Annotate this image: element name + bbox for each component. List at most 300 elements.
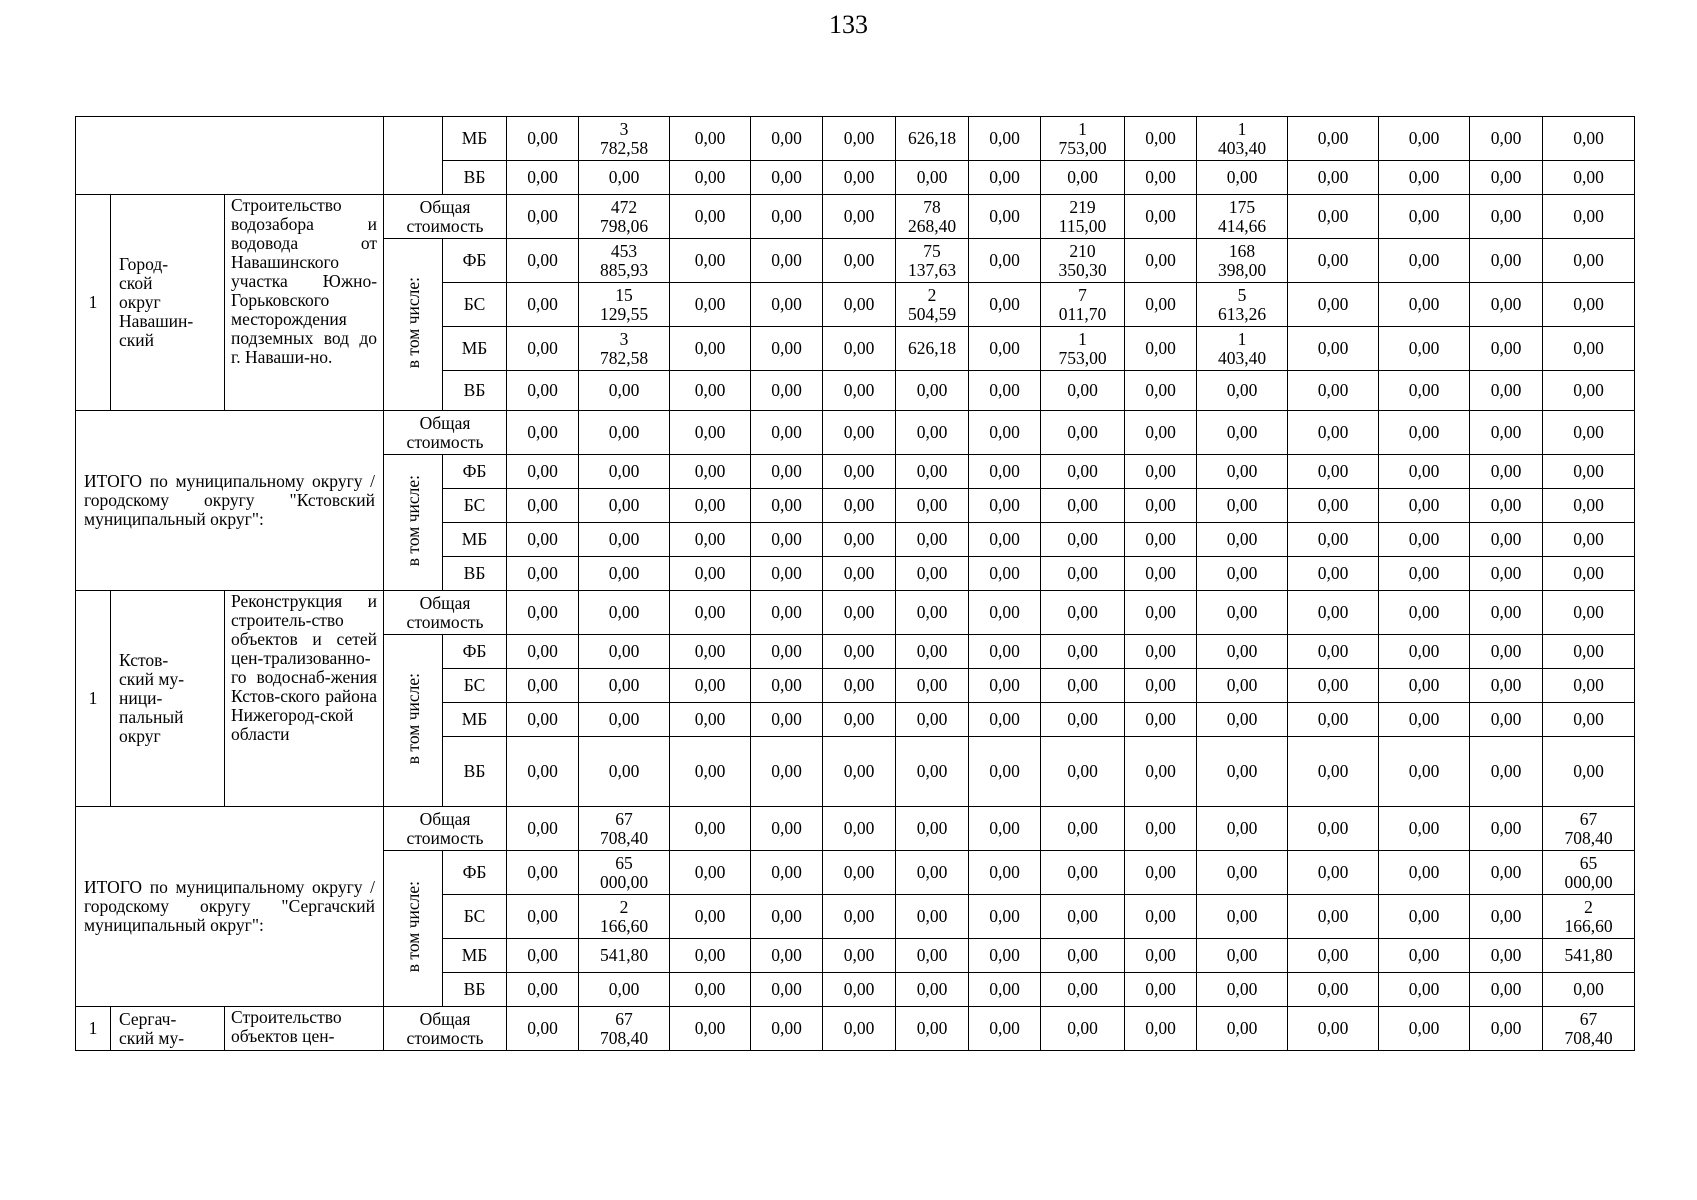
value-cell: 0,00	[896, 669, 969, 703]
total-cost-label: Общая стоимость	[384, 411, 507, 455]
value-cell: 0,00	[896, 489, 969, 523]
value-cell: 0,00	[670, 117, 751, 161]
value-cell: 0,00	[1379, 557, 1470, 591]
funding-source-label: ФБ	[443, 239, 507, 283]
value-cell: 0,00	[507, 807, 579, 851]
value-cell: 0,00	[823, 807, 896, 851]
value-cell: 0,00	[579, 591, 670, 635]
including-label: в том числе:	[403, 474, 424, 567]
value-cell: 0,00	[1125, 1007, 1197, 1051]
value-cell: 0,00	[751, 371, 823, 411]
value-cell: 0,00	[823, 973, 896, 1007]
value-cell: 0,00	[507, 635, 579, 669]
value-cell: 0,00	[751, 851, 823, 895]
value-cell: 0,00	[579, 455, 670, 489]
value-cell: 541,80	[1543, 939, 1635, 973]
total-row	[76, 411, 1635, 455]
value-cell: 75 137,63	[896, 239, 969, 283]
value-cell: 0,00	[507, 1007, 579, 1051]
table-body	[76, 117, 1635, 1051]
value-cell: 0,00	[1543, 523, 1635, 557]
value-cell: 0,00	[1125, 591, 1197, 635]
value-cell: 1 403,40	[1197, 327, 1288, 371]
value-cell: 0,00	[823, 703, 896, 737]
value-cell: 0,00	[670, 557, 751, 591]
value-cell: 0,00	[823, 895, 896, 939]
value-cell: 2 504,59	[896, 283, 969, 327]
value-cell: 0,00	[1288, 117, 1379, 161]
municipal-total-label: ИТОГО по муниципальному округу / городскому округу "Кстовский муниципальный округ":	[76, 411, 384, 591]
funding-source-label: МБ	[443, 703, 507, 737]
value-cell: 0,00	[1288, 851, 1379, 895]
value-cell: 67 708,40	[579, 1007, 670, 1051]
value-cell: 0,00	[1543, 117, 1635, 161]
value-cell: 0,00	[1470, 973, 1543, 1007]
value-cell: 0,00	[507, 939, 579, 973]
value-cell: 0,00	[823, 195, 896, 239]
value-cell: 0,00	[823, 523, 896, 557]
value-cell: 0,00	[1470, 737, 1543, 807]
value-cell: 0,00	[1543, 411, 1635, 455]
value-cell: 0,00	[823, 489, 896, 523]
value-cell: 65 000,00	[579, 851, 670, 895]
value-cell: 210 350,30	[1041, 239, 1125, 283]
value-cell: 0,00	[670, 1007, 751, 1051]
value-cell: 0,00	[1197, 895, 1288, 939]
value-cell: 0,00	[969, 371, 1041, 411]
value-cell: 3 782,58	[579, 117, 670, 161]
value-cell: 0,00	[896, 371, 969, 411]
value-cell: 0,00	[823, 939, 896, 973]
total-cost-label: Общая стоимость	[384, 1007, 507, 1051]
value-cell: 0,00	[1125, 703, 1197, 737]
value-cell: 0,00	[579, 737, 670, 807]
value-cell: 0,00	[1470, 1007, 1543, 1051]
value-cell: 0,00	[969, 851, 1041, 895]
value-cell: 0,00	[1543, 557, 1635, 591]
value-cell: 0,00	[1041, 411, 1125, 455]
value-cell: 0,00	[1288, 161, 1379, 195]
value-cell: 0,00	[1379, 411, 1470, 455]
value-cell: 0,00	[507, 327, 579, 371]
value-cell: 0,00	[507, 195, 579, 239]
value-cell: 0,00	[969, 591, 1041, 635]
value-cell: 0,00	[507, 455, 579, 489]
value-cell: 0,00	[1041, 807, 1125, 851]
value-cell: 0,00	[1041, 635, 1125, 669]
value-cell: 0,00	[823, 327, 896, 371]
value-cell: 1 753,00	[1041, 117, 1125, 161]
value-cell: 67 708,40	[579, 807, 670, 851]
value-cell: 0,00	[1041, 455, 1125, 489]
value-cell: 0,00	[1125, 117, 1197, 161]
value-cell: 0,00	[1041, 557, 1125, 591]
value-cell: 0,00	[1197, 635, 1288, 669]
table-row	[76, 591, 1635, 635]
value-cell: 0,00	[1197, 557, 1288, 591]
value-cell: 0,00	[1379, 523, 1470, 557]
value-cell: 0,00	[670, 161, 751, 195]
value-cell: 0,00	[1543, 489, 1635, 523]
value-cell: 0,00	[1288, 371, 1379, 411]
value-cell: 175 414,66	[1197, 195, 1288, 239]
value-cell: 0,00	[1125, 327, 1197, 371]
value-cell: 0,00	[1125, 283, 1197, 327]
value-cell: 0,00	[1041, 371, 1125, 411]
including-label: в том числе:	[403, 276, 424, 369]
value-cell: 0,00	[1288, 195, 1379, 239]
value-cell: 0,00	[1197, 523, 1288, 557]
value-cell: 0,00	[670, 635, 751, 669]
district-name: Сергач- ский му-	[111, 1007, 225, 1051]
value-cell: 0,00	[1470, 807, 1543, 851]
value-cell: 0,00	[579, 523, 670, 557]
value-cell: 0,00	[1379, 973, 1470, 1007]
value-cell: 0,00	[1197, 371, 1288, 411]
value-cell: 0,00	[751, 489, 823, 523]
value-cell: 0,00	[1041, 523, 1125, 557]
funding-source-label: ФБ	[443, 455, 507, 489]
value-cell: 0,00	[1288, 489, 1379, 523]
value-cell: 0,00	[969, 411, 1041, 455]
value-cell: 0,00	[969, 1007, 1041, 1051]
value-cell: 0,00	[896, 895, 969, 939]
row-index: 1	[76, 195, 111, 411]
value-cell: 0,00	[896, 973, 969, 1007]
funding-source-label: МБ	[443, 327, 507, 371]
including-label-cell	[384, 239, 443, 411]
value-cell: 0,00	[1543, 161, 1635, 195]
value-cell: 0,00	[1288, 703, 1379, 737]
value-cell: 0,00	[823, 411, 896, 455]
project-name: Строительство объектов цен-	[225, 1007, 384, 1051]
value-cell: 0,00	[670, 703, 751, 737]
value-cell: 0,00	[969, 239, 1041, 283]
value-cell: 0,00	[1470, 117, 1543, 161]
value-cell: 0,00	[1470, 635, 1543, 669]
value-cell: 0,00	[507, 117, 579, 161]
value-cell: 0,00	[1288, 283, 1379, 327]
value-cell: 0,00	[1197, 851, 1288, 895]
value-cell: 0,00	[1379, 737, 1470, 807]
value-cell: 0,00	[1197, 669, 1288, 703]
funding-source-label: ВБ	[443, 737, 507, 807]
funding-source-label: ФБ	[443, 635, 507, 669]
value-cell: 0,00	[1379, 371, 1470, 411]
value-cell: 0,00	[1197, 591, 1288, 635]
value-cell: 0,00	[1197, 455, 1288, 489]
value-cell: 0,00	[751, 239, 823, 283]
value-cell: 0,00	[670, 591, 751, 635]
value-cell: 0,00	[1379, 1007, 1470, 1051]
row-index: 1	[76, 1007, 111, 1051]
value-cell: 0,00	[751, 1007, 823, 1051]
value-cell: 168 398,00	[1197, 239, 1288, 283]
value-cell: 0,00	[823, 371, 896, 411]
value-cell: 0,00	[1470, 239, 1543, 283]
value-cell: 0,00	[1379, 161, 1470, 195]
value-cell: 0,00	[969, 117, 1041, 161]
funding-source-label: БС	[443, 489, 507, 523]
value-cell: 0,00	[1288, 411, 1379, 455]
value-cell: 0,00	[1470, 669, 1543, 703]
value-cell: 0,00	[969, 455, 1041, 489]
value-cell: 0,00	[1470, 591, 1543, 635]
value-cell: 0,00	[896, 851, 969, 895]
value-cell: 0,00	[751, 591, 823, 635]
value-cell: 0,00	[1197, 973, 1288, 1007]
value-cell: 0,00	[1288, 327, 1379, 371]
value-cell: 0,00	[1288, 807, 1379, 851]
value-cell: 0,00	[670, 195, 751, 239]
value-cell: 0,00	[1041, 973, 1125, 1007]
value-cell: 0,00	[1379, 851, 1470, 895]
value-cell: 0,00	[969, 195, 1041, 239]
value-cell: 0,00	[969, 973, 1041, 1007]
value-cell: 0,00	[670, 973, 751, 1007]
value-cell: 0,00	[751, 455, 823, 489]
table-row	[76, 117, 1635, 161]
value-cell: 0,00	[670, 737, 751, 807]
funding-source-label: БС	[443, 895, 507, 939]
value-cell: 0,00	[1288, 1007, 1379, 1051]
value-cell: 0,00	[1288, 591, 1379, 635]
value-cell: 3 782,58	[579, 327, 670, 371]
value-cell: 78 268,40	[896, 195, 969, 239]
value-cell: 0,00	[823, 117, 896, 161]
value-cell: 0,00	[1379, 635, 1470, 669]
value-cell: 0,00	[896, 455, 969, 489]
value-cell: 0,00	[1041, 669, 1125, 703]
value-cell: 0,00	[1288, 239, 1379, 283]
value-cell: 0,00	[751, 523, 823, 557]
value-cell: 0,00	[1041, 161, 1125, 195]
including-label: в том числе:	[403, 880, 424, 973]
value-cell: 0,00	[751, 161, 823, 195]
value-cell: 0,00	[969, 669, 1041, 703]
value-cell: 0,00	[507, 737, 579, 807]
value-cell: 0,00	[1288, 973, 1379, 1007]
value-cell: 0,00	[670, 283, 751, 327]
value-cell: 0,00	[1041, 737, 1125, 807]
funding-source-label: МБ	[443, 939, 507, 973]
funding-source-label: ВБ	[443, 371, 507, 411]
value-cell: 0,00	[751, 327, 823, 371]
value-cell: 0,00	[1543, 703, 1635, 737]
value-cell: 0,00	[1470, 939, 1543, 973]
value-cell: 0,00	[1125, 737, 1197, 807]
row-index: 1	[76, 591, 111, 807]
value-cell: 0,00	[670, 239, 751, 283]
value-cell: 0,00	[1125, 851, 1197, 895]
funding-source-label: ФБ	[443, 851, 507, 895]
value-cell: 0,00	[751, 283, 823, 327]
value-cell: 0,00	[507, 703, 579, 737]
value-cell: 0,00	[1379, 455, 1470, 489]
value-cell: 0,00	[507, 851, 579, 895]
value-cell: 0,00	[1125, 973, 1197, 1007]
value-cell: 0,00	[1125, 455, 1197, 489]
value-cell: 0,00	[896, 161, 969, 195]
value-cell: 0,00	[507, 557, 579, 591]
value-cell: 0,00	[1197, 1007, 1288, 1051]
value-cell: 0,00	[1288, 939, 1379, 973]
value-cell: 2 166,60	[579, 895, 670, 939]
value-cell: 0,00	[507, 239, 579, 283]
value-cell: 0,00	[1470, 523, 1543, 557]
including-label-cell	[384, 455, 443, 591]
value-cell: 0,00	[579, 635, 670, 669]
value-cell: 453 885,93	[579, 239, 670, 283]
value-cell: 0,00	[1543, 283, 1635, 327]
value-cell: 2 166,60	[1543, 895, 1635, 939]
value-cell: 0,00	[823, 1007, 896, 1051]
value-cell: 0,00	[896, 411, 969, 455]
value-cell: 0,00	[670, 851, 751, 895]
value-cell: 0,00	[896, 1007, 969, 1051]
value-cell: 0,00	[896, 939, 969, 973]
value-cell: 0,00	[1288, 737, 1379, 807]
value-cell: 0,00	[823, 591, 896, 635]
table-row	[76, 1007, 1635, 1051]
value-cell: 472 798,06	[579, 195, 670, 239]
value-cell: 0,00	[579, 557, 670, 591]
value-cell: 0,00	[1470, 327, 1543, 371]
value-cell: 0,00	[670, 411, 751, 455]
value-cell: 0,00	[823, 557, 896, 591]
value-cell: 0,00	[1197, 807, 1288, 851]
value-cell: 0,00	[1041, 703, 1125, 737]
value-cell: 1 753,00	[1041, 327, 1125, 371]
value-cell: 0,00	[1197, 411, 1288, 455]
value-cell: 0,00	[1041, 939, 1125, 973]
including-label-cell	[384, 851, 443, 1007]
value-cell: 0,00	[1125, 557, 1197, 591]
value-cell: 0,00	[579, 973, 670, 1007]
value-cell: 0,00	[969, 489, 1041, 523]
value-cell: 0,00	[507, 161, 579, 195]
value-cell: 0,00	[670, 371, 751, 411]
value-cell: 0,00	[670, 669, 751, 703]
value-cell: 0,00	[1543, 669, 1635, 703]
value-cell: 0,00	[1197, 737, 1288, 807]
value-cell: 0,00	[1543, 371, 1635, 411]
value-cell: 67 708,40	[1543, 1007, 1635, 1051]
value-cell: 219 115,00	[1041, 195, 1125, 239]
including-label-cell	[384, 635, 443, 807]
value-cell: 0,00	[751, 703, 823, 737]
page-number: 133	[829, 10, 868, 39]
value-cell: 626,18	[896, 327, 969, 371]
value-cell: 0,00	[1470, 851, 1543, 895]
value-cell: 0,00	[1543, 591, 1635, 635]
value-cell: 15 129,55	[579, 283, 670, 327]
value-cell: 0,00	[670, 807, 751, 851]
continued-including-cell	[384, 117, 443, 195]
municipal-total-label: ИТОГО по муниципальному округу / городскому округу "Сергачский муниципальный округ":	[76, 807, 384, 1007]
value-cell: 0,00	[896, 635, 969, 669]
value-cell: 0,00	[969, 557, 1041, 591]
value-cell: 0,00	[670, 939, 751, 973]
value-cell: 0,00	[896, 737, 969, 807]
value-cell: 0,00	[969, 635, 1041, 669]
value-cell: 0,00	[823, 283, 896, 327]
value-cell: 0,00	[579, 411, 670, 455]
value-cell: 0,00	[751, 807, 823, 851]
value-cell: 0,00	[1288, 557, 1379, 591]
value-cell: 0,00	[751, 635, 823, 669]
value-cell: 0,00	[1379, 669, 1470, 703]
value-cell: 0,00	[1288, 669, 1379, 703]
value-cell: 0,00	[1125, 669, 1197, 703]
value-cell: 0,00	[1125, 635, 1197, 669]
value-cell: 0,00	[896, 591, 969, 635]
value-cell: 0,00	[969, 737, 1041, 807]
value-cell: 0,00	[670, 489, 751, 523]
value-cell: 0,00	[1470, 703, 1543, 737]
value-cell: 0,00	[751, 557, 823, 591]
value-cell: 0,00	[896, 557, 969, 591]
value-cell: 0,00	[1125, 895, 1197, 939]
value-cell: 0,00	[1379, 895, 1470, 939]
value-cell: 0,00	[969, 327, 1041, 371]
value-cell: 0,00	[751, 895, 823, 939]
value-cell: 0,00	[1041, 1007, 1125, 1051]
funding-source-label: БС	[443, 669, 507, 703]
continued-label-cell	[76, 117, 384, 195]
value-cell: 0,00	[751, 939, 823, 973]
funding-source-label: ВБ	[443, 973, 507, 1007]
funding-source-label: БС	[443, 283, 507, 327]
value-cell: 0,00	[1125, 523, 1197, 557]
value-cell: 67 708,40	[1543, 807, 1635, 851]
value-cell: 0,00	[1197, 939, 1288, 973]
value-cell: 0,00	[1379, 591, 1470, 635]
funding-source-label: ВБ	[443, 557, 507, 591]
value-cell: 0,00	[1197, 161, 1288, 195]
value-cell: 0,00	[1125, 939, 1197, 973]
value-cell: 65 000,00	[1543, 851, 1635, 895]
value-cell: 0,00	[1470, 411, 1543, 455]
value-cell: 0,00	[507, 411, 579, 455]
value-cell: 0,00	[1543, 635, 1635, 669]
value-cell: 7 011,70	[1041, 283, 1125, 327]
project-name: Реконструкция и строитель-ство объектов и сетей цен-трализованно-го водоснаб-жения Кстов-ского района Нижегород-ской области	[225, 591, 384, 807]
value-cell: 0,00	[896, 703, 969, 737]
value-cell: 0,00	[1288, 895, 1379, 939]
value-cell: 0,00	[1125, 239, 1197, 283]
funding-source-label: МБ	[443, 117, 507, 161]
value-cell: 0,00	[1470, 455, 1543, 489]
value-cell: 0,00	[823, 737, 896, 807]
value-cell: 0,00	[670, 523, 751, 557]
value-cell: 0,00	[507, 669, 579, 703]
value-cell: 0,00	[1379, 117, 1470, 161]
value-cell: 0,00	[823, 669, 896, 703]
total-cost-label: Общая стоимость	[384, 807, 507, 851]
including-label: в том числе:	[403, 672, 424, 765]
value-cell: 541,80	[579, 939, 670, 973]
value-cell: 0,00	[1470, 557, 1543, 591]
value-cell: 0,00	[969, 161, 1041, 195]
value-cell: 0,00	[969, 807, 1041, 851]
value-cell: 0,00	[1197, 703, 1288, 737]
value-cell: 0,00	[1379, 239, 1470, 283]
value-cell: 0,00	[1543, 737, 1635, 807]
value-cell: 0,00	[1470, 283, 1543, 327]
value-cell: 0,00	[1470, 195, 1543, 239]
value-cell: 0,00	[896, 807, 969, 851]
